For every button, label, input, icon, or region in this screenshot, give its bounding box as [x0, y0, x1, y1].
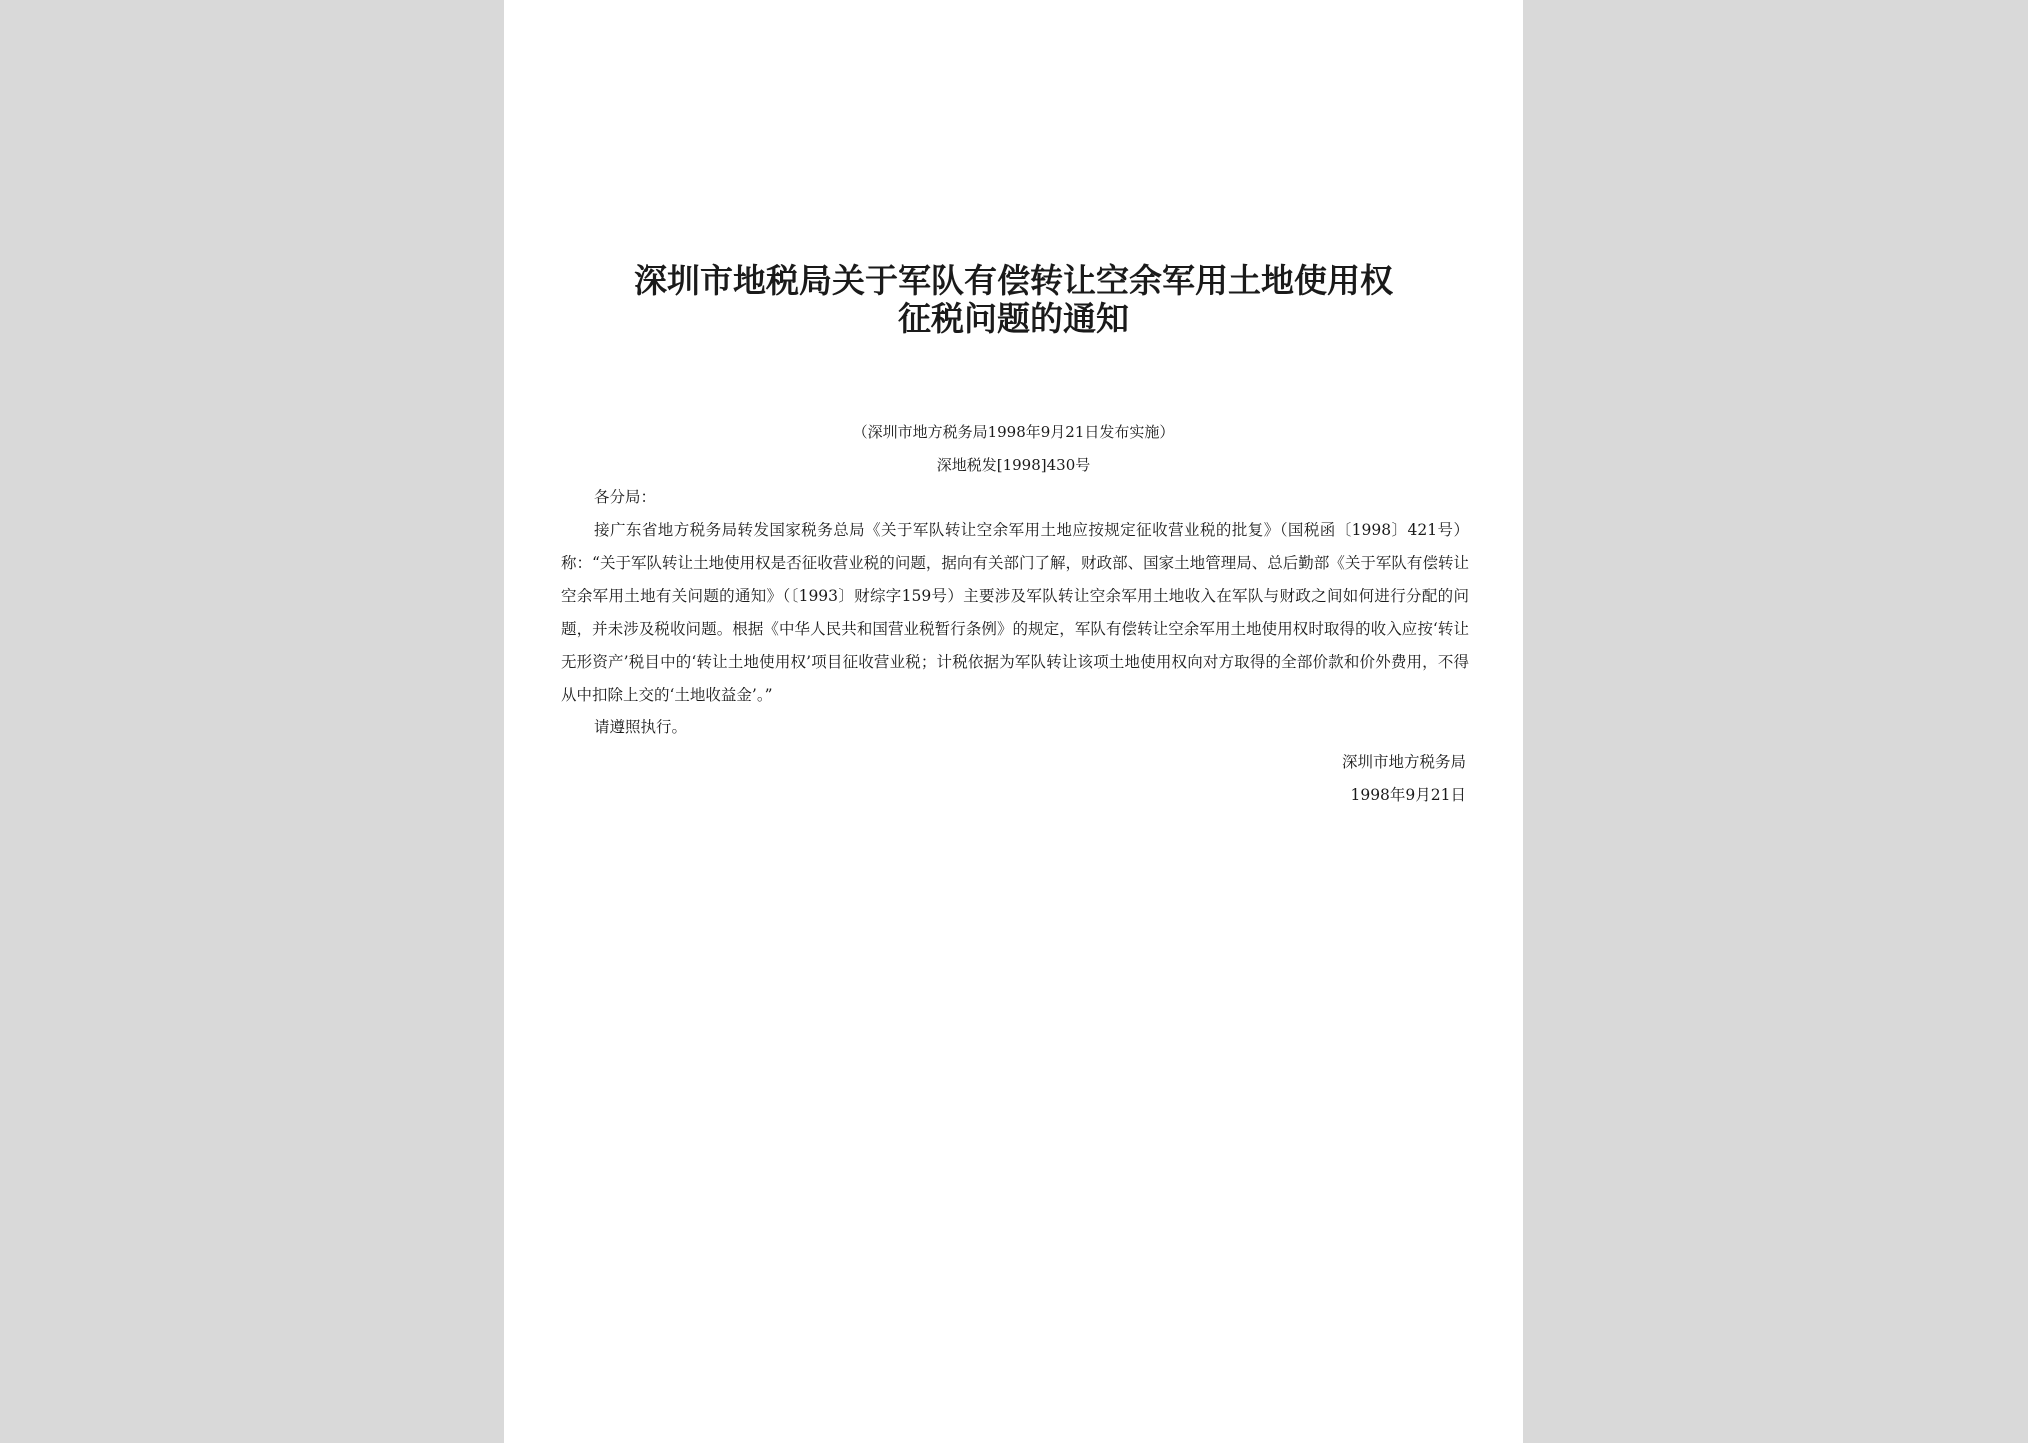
- title-line-2: 征税问题的通知: [898, 299, 1129, 338]
- salutation: 各分局：: [594, 488, 657, 506]
- document-page: [504, 0, 1523, 1443]
- closing-line: 请遵照执行。: [594, 718, 688, 736]
- title-line-1: 深圳市地税局关于军队有偿转让空余军用土地使用权: [634, 261, 1393, 300]
- document-number: 深地税发[1998]430号: [936, 456, 1091, 474]
- document-title: [564, 262, 1463, 338]
- signer: 深圳市地方税务局: [1341, 753, 1466, 771]
- body-paragraph: 接广东省地方税务局转发国家税务总局《关于军队转让空余军用土地应按规定征收营业税的批复》（国税函〔1998〕421号）称：“关于军队转让土地使用权是否征收营业税的问题，据向有关部门了解，财政部、国家土地管理局、总后勤部《关于军队有偿转让空余军用土地有关问题的通知》（〔1993〕财综字159号）主要涉及军队转让空余军用土地收入在军队与财政之间如何进行分配的问题，并未涉及税收问题。根据《中华人民共和国营业税暂行条例》的规定，军队有偿转让空余军用土地使用权时取得的收入应按‘转让无形资产’税目中的‘转让土地使用权’项目征收营业税；计税依据为军队转让该项土地使用权向对方取得的全部价款和价外费用，不得从中扣除上交的‘土地收益金’。”: [561, 521, 1469, 704]
- sign-date: 1998年9月21日: [1350, 786, 1466, 804]
- issued-note: （深圳市地方税务局1998年9月21日发布实施）: [852, 423, 1175, 441]
